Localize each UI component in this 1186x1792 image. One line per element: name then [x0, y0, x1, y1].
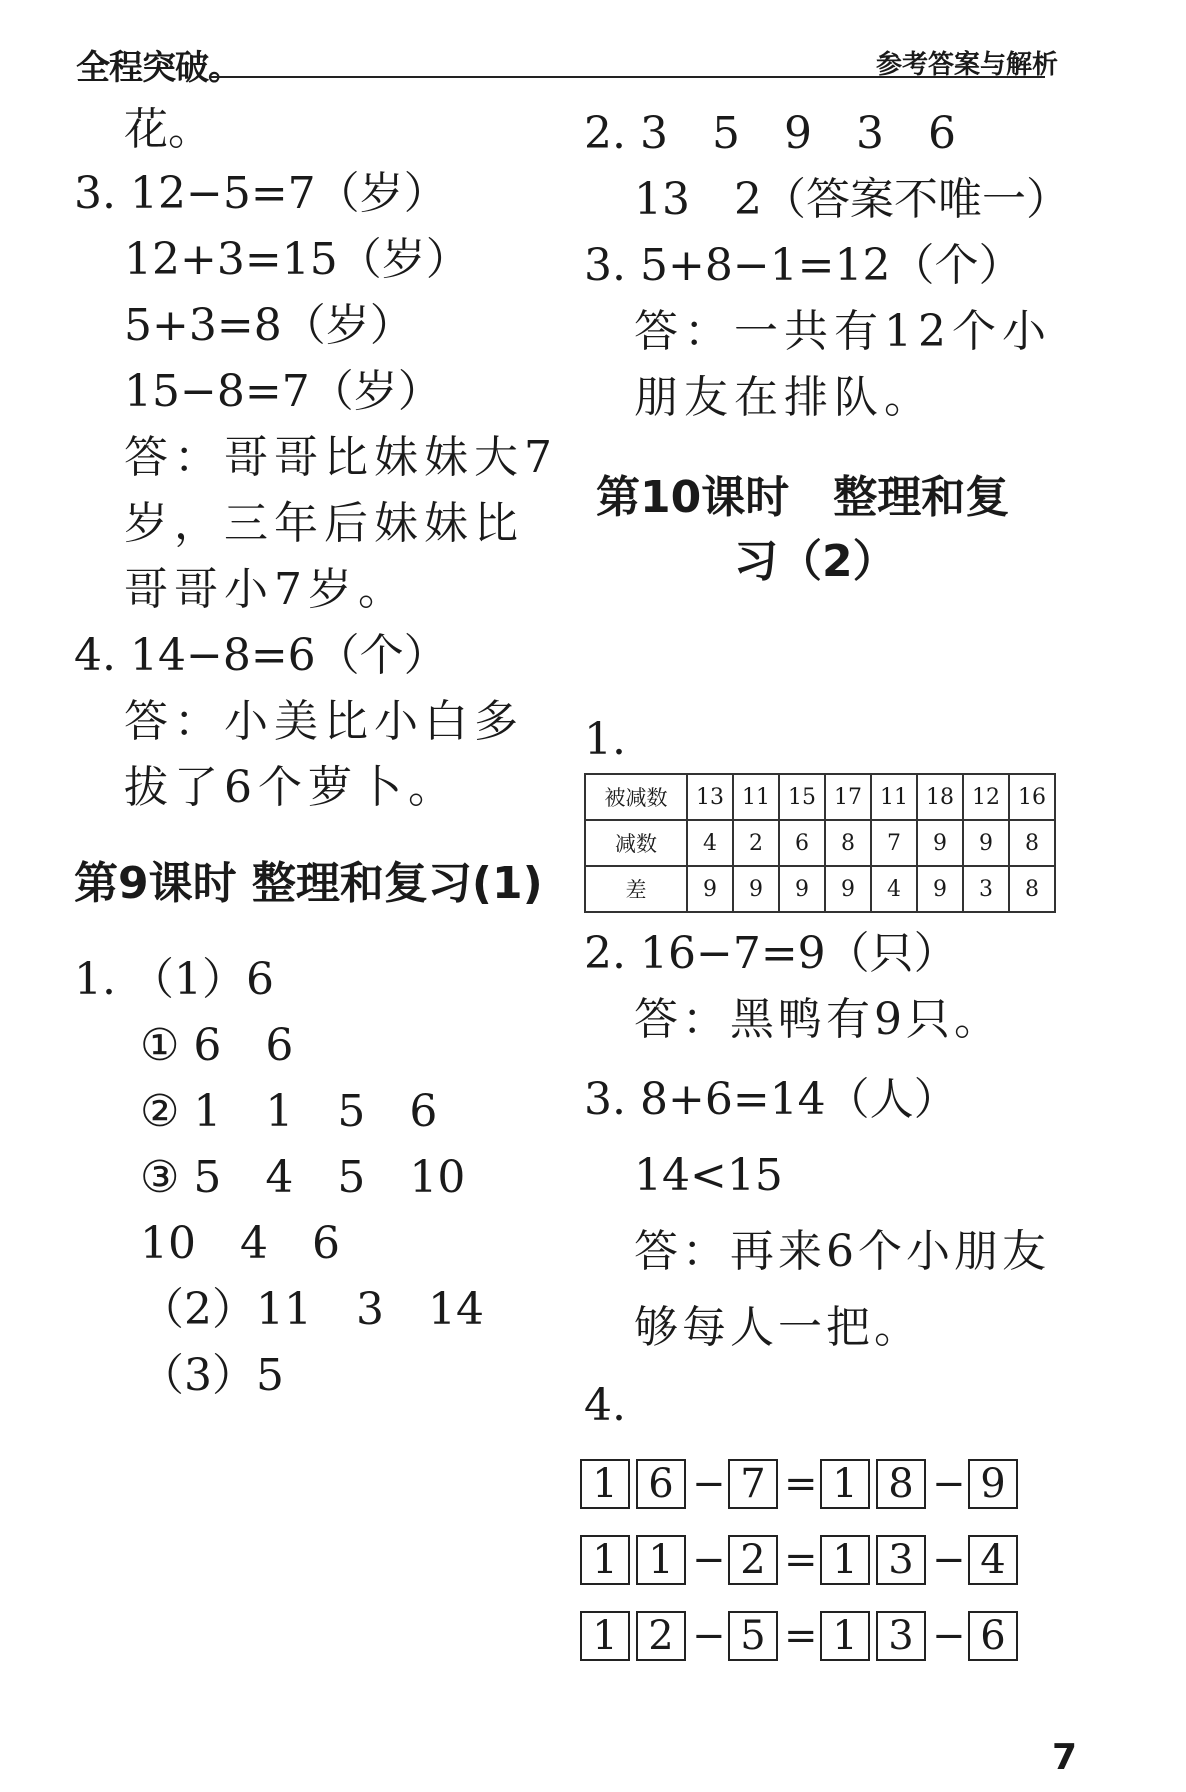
table-cell: 4: [687, 820, 733, 866]
digit-box: 1: [820, 1611, 870, 1661]
table-cell: 4: [871, 866, 917, 912]
answer-line: 3. 8+6=14（人）: [584, 1074, 958, 1125]
table-cell: 9: [733, 866, 779, 912]
table-cell: 16: [1009, 774, 1055, 820]
equals-sign: =: [784, 1613, 818, 1659]
row-label: 减数: [585, 820, 687, 866]
answer-line: 答：黑鸭有9只。: [634, 994, 1002, 1045]
minus-sign: −: [932, 1537, 966, 1583]
table-cell: 17: [825, 774, 871, 820]
table-cell: 8: [825, 820, 871, 866]
digit-box: 1: [820, 1459, 870, 1509]
answer-line: 哥哥小7岁。: [124, 564, 408, 615]
answer-line: 2. 3 5 9 3 6: [584, 108, 956, 159]
answer-line: ② 1 1 5 6: [140, 1086, 438, 1137]
question-number: 1.: [584, 714, 626, 765]
table-cell: 8: [1009, 820, 1055, 866]
digit-box: 3: [876, 1611, 926, 1661]
digit-box: 3: [876, 1535, 926, 1585]
subtraction-table: [584, 773, 1056, 913]
answer-line: 答：小美比小白多: [124, 696, 524, 747]
table-cell: 8: [1009, 866, 1055, 912]
digit-box: 1: [580, 1611, 630, 1661]
answer-line: 答：哥哥比妹妹大7: [124, 432, 558, 483]
minus-sign: −: [932, 1461, 966, 1507]
table-cell: 9: [963, 820, 1009, 866]
digit-box: 1: [636, 1535, 686, 1585]
question-number: 4.: [584, 1380, 626, 1431]
lesson-10-title: 第10课时 整理和复: [596, 472, 1010, 523]
answer-line: 10 4 6: [140, 1218, 340, 1269]
table-cell: 6: [779, 820, 825, 866]
table-cell: 13: [687, 774, 733, 820]
table-cell: 9: [825, 866, 871, 912]
row-label: 差: [585, 866, 687, 912]
table-cell: 3: [963, 866, 1009, 912]
row-label: 被减数: [585, 774, 687, 820]
table-cell: 9: [687, 866, 733, 912]
digit-box: 6: [636, 1459, 686, 1509]
table-cell: 9: [917, 866, 963, 912]
minus-sign: −: [932, 1613, 966, 1659]
lesson-9-title: 第9课时 整理和复习(1): [74, 858, 543, 909]
answer-line: 5+3=8（岁）: [124, 300, 414, 351]
table-row: [585, 774, 1055, 820]
digit-box: 4: [968, 1535, 1018, 1585]
table-cell: 9: [779, 866, 825, 912]
answer-line: 14<15: [634, 1150, 783, 1201]
table-cell: 7: [871, 820, 917, 866]
answer-line: 13 2（答案不唯一）: [634, 174, 1070, 225]
table-cell: 11: [871, 774, 917, 820]
answer-line: 够每人一把。: [634, 1302, 922, 1353]
table-cell: 9: [917, 820, 963, 866]
digit-box: 1: [580, 1459, 630, 1509]
digit-box: 7: [728, 1459, 778, 1509]
digit-box: 5: [728, 1611, 778, 1661]
boxed-equation: [580, 1608, 1024, 1664]
answer-line: 答：一共有12个小: [634, 306, 1052, 357]
answer-line: 朋友在排队。: [634, 372, 934, 423]
answer-line: （3）5: [140, 1350, 284, 1401]
table-row: [585, 866, 1055, 912]
table-cell: 2: [733, 820, 779, 866]
answer-line: ③ 5 4 5 10: [140, 1152, 466, 1203]
boxed-equation: [580, 1532, 1024, 1588]
digit-box: 2: [728, 1535, 778, 1585]
equals-sign: =: [784, 1537, 818, 1583]
digit-box: 2: [636, 1611, 686, 1661]
digit-box: 6: [968, 1611, 1018, 1661]
answer-line: 4. 14−8=6（个）: [74, 630, 448, 681]
answer-line: 答：再来6个小朋友: [634, 1226, 1050, 1277]
digit-box: 8: [876, 1459, 926, 1509]
boxed-equation: [580, 1456, 1024, 1512]
equals-sign: =: [784, 1461, 818, 1507]
answer-line: 12+3=15（岁）: [124, 234, 470, 285]
answer-line: 拔了6个萝卜。: [124, 762, 458, 813]
digit-box: 1: [580, 1535, 630, 1585]
section-label: 参考答案与解析: [875, 50, 1058, 80]
answer-line: （2）11 3 14: [140, 1284, 484, 1335]
answer-line: 岁，三年后妹妹比: [124, 498, 524, 549]
lesson-10-title-cont: 习（2）: [734, 536, 897, 587]
answer-line: 15−8=7（岁）: [124, 366, 442, 417]
answer-line: 1. （1）6: [74, 954, 274, 1005]
table-cell: 11: [733, 774, 779, 820]
digit-box: 9: [968, 1459, 1018, 1509]
table-cell: 12: [963, 774, 1009, 820]
answer-line: 花。: [124, 104, 212, 155]
minus-sign: −: [692, 1613, 726, 1659]
table-cell: 15: [779, 774, 825, 820]
page-number: 7: [1052, 1737, 1078, 1778]
brand-logo: 全程突破。: [76, 48, 241, 88]
minus-sign: −: [692, 1537, 726, 1583]
answer-line: ① 6 6: [140, 1020, 294, 1071]
minus-sign: −: [692, 1461, 726, 1507]
digit-box: 1: [820, 1535, 870, 1585]
answer-line: 3. 12−5=7（岁）: [74, 168, 448, 219]
table-cell: 18: [917, 774, 963, 820]
answer-line: 3. 5+8−1=12（个）: [584, 240, 1023, 291]
answer-line: 2. 16−7=9（只）: [584, 928, 958, 979]
table-row: [585, 820, 1055, 866]
